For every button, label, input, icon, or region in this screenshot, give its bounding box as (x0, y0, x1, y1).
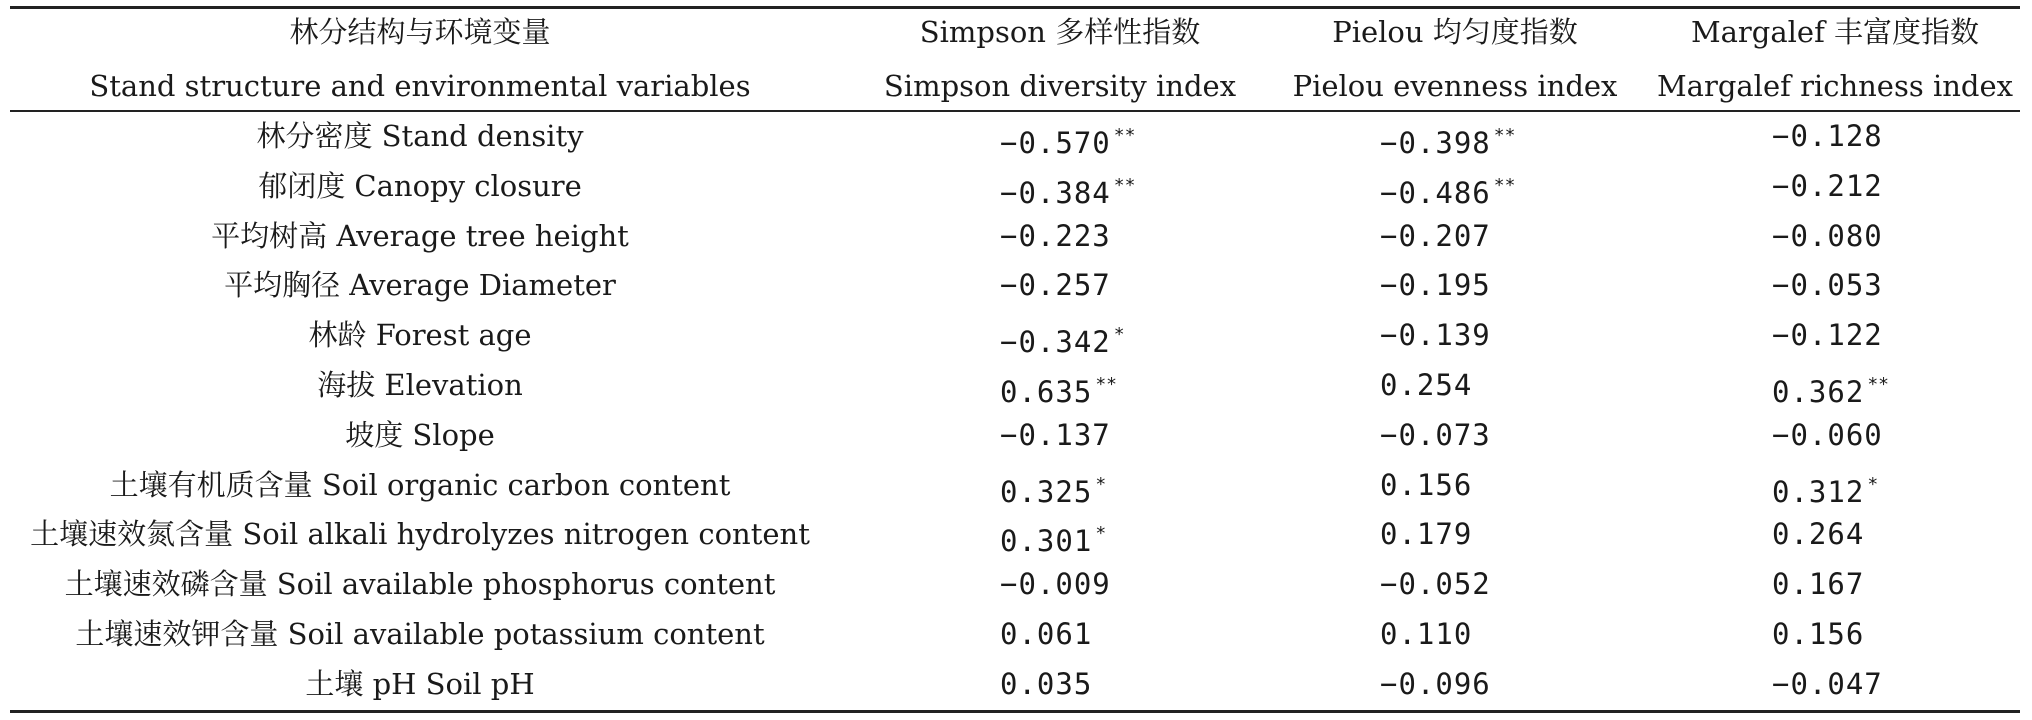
row-pielou-value (1380, 118, 1515, 161)
row-variable-label: 郁闭度 Canopy closure (258, 169, 582, 203)
margalef-coefficient: 0.156 (1772, 617, 1865, 651)
pielou-coefficient: −0.398 (1380, 126, 1491, 160)
row-simpson-value (1000, 616, 1092, 652)
row-simpson-value (1000, 118, 1135, 161)
row-simpson-value (1000, 566, 1111, 602)
margalef-coefficient: 0.264 (1772, 517, 1865, 551)
row-simpson-value (1000, 666, 1092, 702)
row-pielou-value (1380, 616, 1472, 652)
significance-mark: ** (1095, 374, 1117, 395)
margalef-coefficient: −0.212 (1772, 169, 1883, 203)
significance-mark: ** (1867, 374, 1889, 395)
row-variable-label: 土壤 pH Soil pH (305, 667, 535, 701)
pielou-coefficient: 0.179 (1380, 517, 1473, 551)
row-margalef-value (1772, 118, 1883, 154)
significance-mark: * (1095, 474, 1107, 495)
row-margalef-value (1772, 218, 1883, 254)
pielou-coefficient: −0.096 (1380, 667, 1491, 701)
row-variable-label: 土壤速效磷含量 Soil available phosphorus content (64, 567, 776, 601)
row-pielou-value (1380, 516, 1472, 552)
pielou-coefficient: −0.139 (1380, 318, 1491, 352)
pielou-coefficient: −0.073 (1380, 418, 1491, 452)
row-margalef-value (1772, 367, 1889, 410)
significance-mark: ** (1113, 175, 1136, 196)
row-margalef-value (1772, 317, 1883, 353)
table-top-rule (10, 6, 2020, 9)
pielou-coefficient: 0.156 (1380, 468, 1473, 502)
simpson-coefficient: 0.635 (1000, 375, 1093, 409)
pielou-coefficient: −0.195 (1380, 268, 1491, 302)
header-pielou-cn: Pielou 均匀度指数 (1332, 15, 1578, 49)
header-pielou-en: Pielou evenness index (1292, 69, 1618, 103)
row-variable-label: 平均树高 Average tree height (211, 219, 629, 253)
row-pielou-value (1380, 367, 1472, 403)
significance-mark: ** (1113, 125, 1136, 146)
simpson-coefficient: 0.035 (1000, 667, 1093, 701)
row-pielou-value (1380, 417, 1491, 453)
row-margalef-value (1772, 666, 1883, 702)
header-simpson-cn: Simpson 多样性指数 (919, 15, 1201, 49)
header-rule (10, 110, 2020, 112)
row-simpson-value (1000, 317, 1125, 360)
header-margalef-cn: Margalef 丰富度指数 (1690, 15, 1980, 49)
simpson-coefficient: −0.223 (1000, 219, 1111, 253)
row-margalef-value (1772, 168, 1883, 204)
row-simpson-value (1000, 367, 1117, 410)
pielou-coefficient: 0.254 (1380, 368, 1473, 402)
simpson-coefficient: 0.301 (1000, 524, 1093, 558)
simpson-coefficient: 0.325 (1000, 475, 1093, 509)
row-pielou-value (1380, 467, 1472, 503)
pielou-coefficient: −0.052 (1380, 567, 1491, 601)
row-pielou-value (1380, 218, 1491, 254)
margalef-coefficient: 0.362 (1772, 375, 1865, 409)
pielou-coefficient: −0.486 (1380, 176, 1491, 210)
row-simpson-value (1000, 267, 1111, 303)
row-simpson-value (1000, 467, 1106, 510)
significance-mark: ** (1493, 125, 1516, 146)
margalef-coefficient: −0.060 (1772, 418, 1883, 452)
row-margalef-value (1772, 417, 1883, 453)
simpson-coefficient: 0.061 (1000, 617, 1093, 651)
significance-mark: * (1867, 474, 1879, 495)
row-margalef-value (1772, 516, 1864, 552)
row-pielou-value (1380, 566, 1491, 602)
row-simpson-value (1000, 218, 1111, 254)
row-pielou-value (1380, 317, 1491, 353)
header-variable-cn: 林分结构与环境变量 (289, 15, 551, 49)
row-variable-label: 林龄 Forest age (308, 318, 532, 352)
header-variable-en: Stand structure and environmental variables (89, 69, 751, 103)
row-simpson-value (1000, 168, 1135, 211)
simpson-coefficient: −0.342 (1000, 325, 1111, 359)
row-simpson-value (1000, 417, 1111, 453)
margalef-coefficient: −0.122 (1772, 318, 1883, 352)
simpson-coefficient: −0.009 (1000, 567, 1111, 601)
row-variable-label: 土壤速效氮含量 Soil alkali hydrolyzes nitrogen content (30, 517, 810, 551)
simpson-coefficient: −0.257 (1000, 268, 1111, 302)
header-margalef-en: Margalef richness index (1656, 69, 2013, 103)
simpson-coefficient: −0.570 (1000, 126, 1111, 160)
row-variable-label: 坡度 Slope (345, 418, 495, 452)
row-simpson-value (1000, 516, 1106, 559)
pielou-coefficient: −0.207 (1380, 219, 1491, 253)
margalef-coefficient: −0.080 (1772, 219, 1883, 253)
row-pielou-value (1380, 168, 1515, 211)
row-margalef-value (1772, 267, 1883, 303)
row-pielou-value (1380, 267, 1491, 303)
margalef-coefficient: −0.053 (1772, 268, 1883, 302)
simpson-coefficient: −0.137 (1000, 418, 1111, 452)
simpson-coefficient: −0.384 (1000, 176, 1111, 210)
row-variable-label: 平均胸径 Average Diameter (224, 268, 616, 302)
significance-mark: * (1095, 523, 1107, 544)
row-margalef-value (1772, 616, 1864, 652)
significance-mark: ** (1493, 175, 1516, 196)
table-bottom-rule (10, 710, 2020, 713)
significance-mark: * (1113, 324, 1125, 345)
header-simpson-en: Simpson diversity index (883, 69, 1237, 103)
margalef-coefficient: −0.047 (1772, 667, 1883, 701)
row-variable-label: 海拔 Elevation (317, 368, 523, 402)
row-variable-label: 林分密度 Stand density (256, 119, 584, 153)
margalef-coefficient: 0.312 (1772, 475, 1865, 509)
row-pielou-value (1380, 666, 1491, 702)
row-margalef-value (1772, 467, 1878, 510)
row-variable-label: 土壤速效钾含量 Soil available potassium content (75, 617, 765, 651)
row-variable-label: 土壤有机质含量 Soil organic carbon content (109, 468, 731, 502)
pielou-coefficient: 0.110 (1380, 617, 1473, 651)
margalef-coefficient: −0.128 (1772, 119, 1883, 153)
row-margalef-value (1772, 566, 1864, 602)
margalef-coefficient: 0.167 (1772, 567, 1865, 601)
